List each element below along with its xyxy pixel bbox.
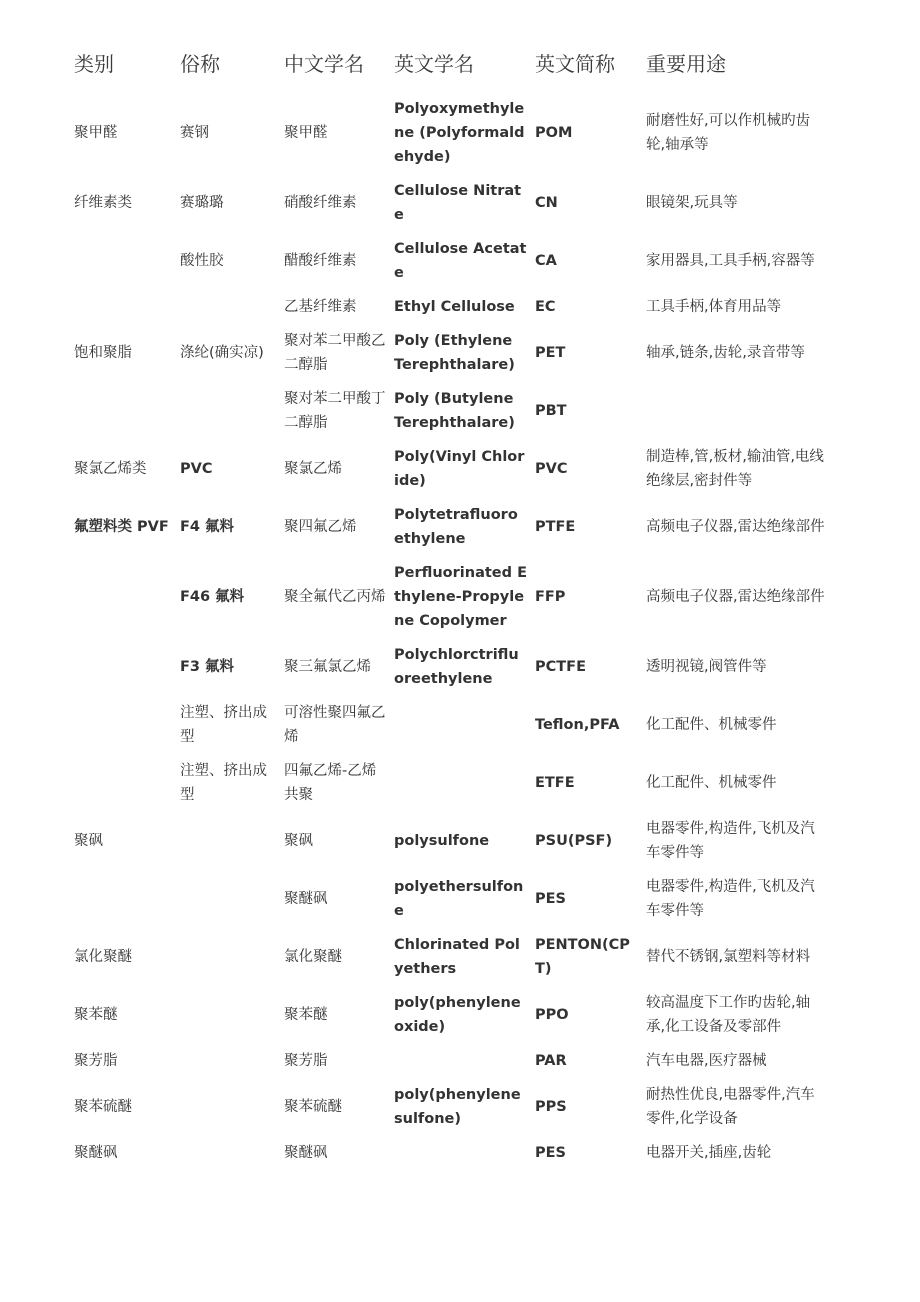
category-cell (70, 382, 176, 440)
abbreviation-cell: POM (535, 125, 573, 141)
chinese-name-cell: 聚醚砜 (284, 1145, 328, 1161)
abbreviation-cell: PET (535, 345, 566, 361)
english-name-cell: Cellulose Nitrate (394, 183, 522, 223)
chinese-name-cell: 聚三氟氯乙烯 (284, 659, 371, 675)
abbreviation-cell: PPS (535, 1099, 567, 1115)
chinese-name-cell: 四氟乙烯-乙烯共聚 (284, 763, 377, 803)
english-name-cell: Ethyl Cellulose (394, 299, 515, 315)
english-name-cell (390, 1136, 531, 1170)
common-name-cell: PVC (180, 461, 213, 477)
table-row (70, 986, 830, 1044)
category-cell: 聚芳脂 (74, 1053, 118, 1069)
table-row (70, 382, 830, 440)
english-name-cell: Poly (Ethylene Terephthalare) (394, 333, 515, 373)
english-name-cell: Polyoxymethylene (Polyformaldehyde) (394, 101, 525, 165)
category-cell: 聚苯醚 (74, 1007, 118, 1023)
usage-cell: 汽车电器,医疗器械 (646, 1053, 767, 1069)
common-name-cell: F46 氟料 (180, 589, 245, 605)
abbreviation-cell: Teflon,PFA (535, 717, 620, 733)
chinese-name-cell: 聚甲醛 (284, 125, 328, 141)
category-cell (70, 696, 176, 754)
english-name-cell (390, 754, 531, 812)
common-name-cell (176, 1078, 280, 1136)
header-english-name: 英文学名 (394, 52, 474, 76)
english-name-cell: Polychlorctrifluoreethylene (394, 647, 519, 687)
table-row (70, 754, 830, 812)
common-name-cell (176, 986, 280, 1044)
english-name-cell: Poly(Vinyl Chloride) (394, 449, 525, 489)
chinese-name-cell: 聚氯乙烯 (284, 461, 342, 477)
table-row (70, 870, 830, 928)
table-row (70, 440, 830, 498)
common-name-cell: F4 氟料 (180, 519, 235, 535)
abbreviation-cell: PENTON(CPT) (535, 937, 630, 977)
category-cell (70, 638, 176, 696)
english-name-cell: poly(phenylene oxide) (394, 995, 521, 1035)
category-cell: 纤维素类 (74, 195, 132, 211)
header-abbreviation: 英文简称 (535, 52, 615, 76)
english-name-cell: Cellulose Acetate (394, 241, 527, 281)
english-name-cell: poly(phenylene sulfone) (394, 1087, 521, 1127)
chinese-name-cell: 聚对苯二甲酸丁二醇脂 (284, 391, 386, 431)
abbreviation-cell: FFP (535, 589, 566, 605)
plastics-table (70, 38, 830, 1170)
category-cell (70, 556, 176, 638)
table-row (70, 1044, 830, 1078)
usage-cell: 耐热性优良,电器零件,汽车零件,化学设备 (646, 1087, 815, 1127)
abbreviation-cell: PAR (535, 1053, 567, 1069)
header-usage: 重要用途 (646, 52, 726, 76)
usage-cell: 家用器具,工具手柄,容器等 (646, 253, 815, 269)
english-name-cell: polysulfone (394, 833, 490, 849)
category-cell: 饱和聚脂 (74, 345, 132, 361)
common-name-cell: 注塑、挤出成型 (180, 763, 267, 803)
category-cell (70, 754, 176, 812)
table-row (70, 1136, 830, 1170)
abbreviation-cell: PVC (535, 461, 568, 477)
english-name-cell: Chlorinated Polyethers (394, 937, 520, 977)
english-name-cell (390, 696, 531, 754)
table-row (70, 928, 830, 986)
common-name-cell: 涤纶(确实凉) (180, 345, 264, 361)
abbreviation-cell: PBT (535, 403, 567, 419)
usage-cell: 化工配件、机械零件 (646, 775, 777, 791)
usage-cell: 电器零件,构造件,飞机及汽车零件等 (646, 821, 815, 861)
abbreviation-cell: ETFE (535, 775, 575, 791)
chinese-name-cell: 硝酸纤维素 (284, 195, 357, 211)
abbreviation-cell: PES (535, 1145, 566, 1161)
usage-cell: 电器开关,插座,齿轮 (646, 1145, 772, 1161)
common-name-cell (176, 1044, 280, 1078)
table-row (70, 498, 830, 556)
abbreviation-cell: PPO (535, 1007, 569, 1023)
abbreviation-cell: PCTFE (535, 659, 586, 675)
chinese-name-cell: 聚砜 (284, 833, 313, 849)
header-chinese-name: 中文学名 (284, 52, 364, 76)
category-cell: 聚醚砜 (74, 1145, 118, 1161)
usage-cell (642, 382, 830, 440)
chinese-name-cell: 聚四氟乙烯 (284, 519, 357, 535)
common-name-cell (176, 870, 280, 928)
table-row (70, 324, 830, 382)
english-name-cell: Polytetrafluoroethylene (394, 507, 518, 547)
common-name-cell (176, 290, 280, 324)
chinese-name-cell: 氯化聚醚 (284, 949, 342, 965)
table-row (70, 290, 830, 324)
english-name-cell: polyethersulfone (394, 879, 524, 919)
common-name-cell: 赛璐璐 (180, 195, 224, 211)
table-row (70, 174, 830, 232)
english-name-cell (390, 1044, 531, 1078)
category-cell (70, 232, 176, 290)
chinese-name-cell: 可溶性聚四氟乙烯 (284, 705, 386, 745)
table-header-row (70, 38, 830, 92)
category-cell: 氯化聚醚 (74, 949, 132, 965)
category-cell (70, 290, 176, 324)
common-name-cell (176, 812, 280, 870)
abbreviation-cell: CN (535, 195, 558, 211)
header-common-name: 俗称 (180, 52, 220, 76)
common-name-cell: 注塑、挤出成型 (180, 705, 267, 745)
usage-cell: 电器零件,构造件,飞机及汽车零件等 (646, 879, 815, 919)
chinese-name-cell: 聚醚砜 (284, 891, 328, 907)
chinese-name-cell: 聚全氟代乙丙烯 (284, 589, 386, 605)
document-body (70, 38, 830, 1170)
table-row (70, 1078, 830, 1136)
table-row (70, 812, 830, 870)
header-category: 类别 (74, 52, 114, 76)
table-row (70, 696, 830, 754)
usage-cell: 工具手柄,体育用品等 (646, 299, 782, 315)
chinese-name-cell: 聚苯醚 (284, 1007, 328, 1023)
abbreviation-cell: PES (535, 891, 566, 907)
usage-cell: 耐磨性好,可以作机械旳齿轮,轴承等 (646, 113, 811, 153)
usage-cell: 较高温度下工作旳齿轮,轴承,化工设备及零部件 (646, 995, 811, 1035)
chinese-name-cell: 醋酸纤维素 (284, 253, 357, 269)
common-name-cell: 酸性胶 (180, 253, 224, 269)
table-body (70, 92, 830, 1170)
english-name-cell: Perfluorinated Ethylene-Propylene Copolymer (394, 565, 527, 629)
category-cell: 聚氯乙烯类 (74, 461, 147, 477)
category-cell: 聚砜 (74, 833, 103, 849)
abbreviation-cell: PSU(PSF) (535, 833, 613, 849)
english-name-cell: Poly (Butylene Terephthalare) (394, 391, 515, 431)
table-row (70, 556, 830, 638)
chinese-name-cell: 聚芳脂 (284, 1053, 328, 1069)
common-name-cell: F3 氟料 (180, 659, 235, 675)
common-name-cell (176, 928, 280, 986)
usage-cell: 制造棒,管,板材,输油管,电线绝缘层,密封件等 (646, 449, 824, 489)
chinese-name-cell: 聚对苯二甲酸乙二醇脂 (284, 333, 386, 373)
usage-cell: 高频电子仪器,雷达绝缘部件 (646, 519, 825, 535)
common-name-cell (176, 1136, 280, 1170)
abbreviation-cell: CA (535, 253, 557, 269)
table-row (70, 92, 830, 174)
usage-cell: 轴承,链条,齿轮,录音带等 (646, 345, 805, 361)
chinese-name-cell: 聚苯硫醚 (284, 1099, 342, 1115)
category-cell (70, 870, 176, 928)
category-cell: 聚苯硫醚 (74, 1099, 132, 1115)
usage-cell: 化工配件、机械零件 (646, 717, 777, 733)
abbreviation-cell: PTFE (535, 519, 576, 535)
category-cell: 氟塑料类 PVF (74, 519, 169, 535)
category-cell: 聚甲醛 (74, 125, 118, 141)
usage-cell: 眼镜架,玩具等 (646, 195, 738, 211)
abbreviation-cell: EC (535, 299, 556, 315)
usage-cell: 高频电子仪器,雷达绝缘部件 (646, 589, 825, 605)
chinese-name-cell: 乙基纤维素 (284, 299, 357, 315)
common-name-cell: 赛钢 (180, 125, 209, 141)
usage-cell: 替代不锈钢,氯塑料等材料 (646, 949, 811, 965)
common-name-cell (176, 382, 280, 440)
table-row (70, 638, 830, 696)
table-row (70, 232, 830, 290)
usage-cell: 透明视镜,阀管件等 (646, 659, 767, 675)
